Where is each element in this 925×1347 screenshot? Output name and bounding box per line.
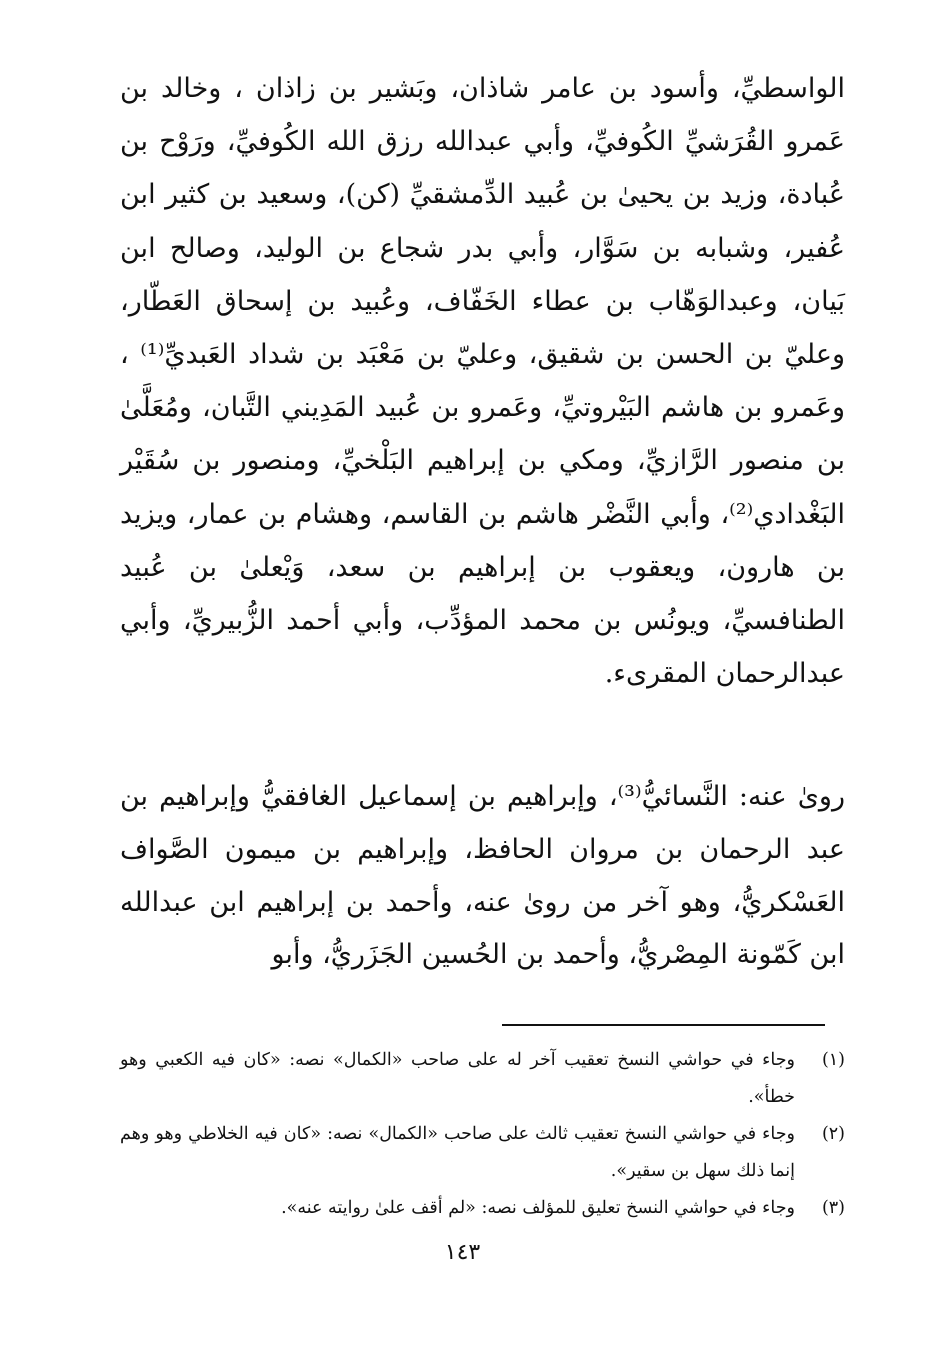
footnote-text: وجاء في حواشي النسخ تعقيب آخر له على صاحب «الكمال» نصه: «كان فيه الكعبي وهو خطأ». bbox=[120, 1050, 795, 1107]
footnote-1 bbox=[120, 1042, 845, 1116]
body-paragraph-narrators: الواسطيِّ، وأسود بن عامر شاذان، وبَشير بن زاذان ، وخالد بن عَمرو القُرَشيِّ الكُوفيِّ، وأبي عبدالله رزق الله الكُوفيِّ، ورَوْح بن عُبادة، وزيد بن يحيىٰ بن عُبيد الدِّمشقيِّ (كن)، وسعيد بن كثير ابن عُفير، وشبابه بن سَوَّار، وأبي بدر شجاع بن الوليد، وصالح ابن بَيان، وعبدالوَهّاب بن عطاء الخَفّاف، وعُبيد بن إسحاق العَطّار، وعليّ بن الحسن بن شقيق، وعليّ بن مَعْبَد بن شداد العَبديِّ⁽¹⁾ ، وعَمرو بن هاشم البَيْروتيِّ، وعَمرو بن عُبيد المَدِيني التَّبان، ومُعَلَّىٰ بن منصور الرَّازيِّ، ومكي بن إبراهيم البَلْخيِّ، ومنصور بن سُقَيْر البَغْدادي⁽²⁾، وأبي النَّضْر هاشم بن القاسم، وهشام بن عمار، ويزيد بن هارون، ويعقوب بن إبراهيم بن سعد، وَيْعلىٰ بن عُبيد الطنافسيِّ، ويونُس بن محمد المؤدِّب، وأبي أحمد الزُّبيريِّ، وأبي عبدالرحمان المقرىء. bbox=[120, 73, 845, 690]
page-number: ١٤٣ bbox=[444, 1240, 481, 1265]
footnote-number: (١) bbox=[821, 1050, 845, 1070]
footnote-text: وجاء في حواشي النسخ تعليق للمؤلف نصه: «لم أقف علىٰ روايته عنه». bbox=[281, 1198, 795, 1218]
footnote-text: وجاء في حواشي النسخ تعقيب ثالث على صاحب «الكمال» نصه: «كان فيه الخلاطي وهو وهم إنما ذلك سهل بن سقير». bbox=[120, 1124, 795, 1181]
body-paragraph-transmitters: روىٰ عنه: النَّسائيُّ⁽³⁾، وإبراهيم بن إسماعيل الغافقيُّ وإبراهيم بن عبد الرحمان بن مروان الحافظ، وإبراهيم بن ميمون الصَّواف العَسْكريُّ، وهو آخر من روىٰ عنه، وأحمد بن إبراهيم ابن عبدالله ابن كَمّونة المِصْريُّ، وأحمد بن الحُسين الجَزَريُّ، وأبو bbox=[120, 781, 845, 971]
footnote-number: (٢) bbox=[821, 1124, 845, 1144]
footnote-2 bbox=[120, 1116, 845, 1190]
footnotes bbox=[120, 1042, 845, 1227]
footnote-3 bbox=[120, 1190, 845, 1227]
footnote-separator bbox=[502, 1024, 825, 1026]
footnote-number: (٣) bbox=[821, 1198, 845, 1218]
